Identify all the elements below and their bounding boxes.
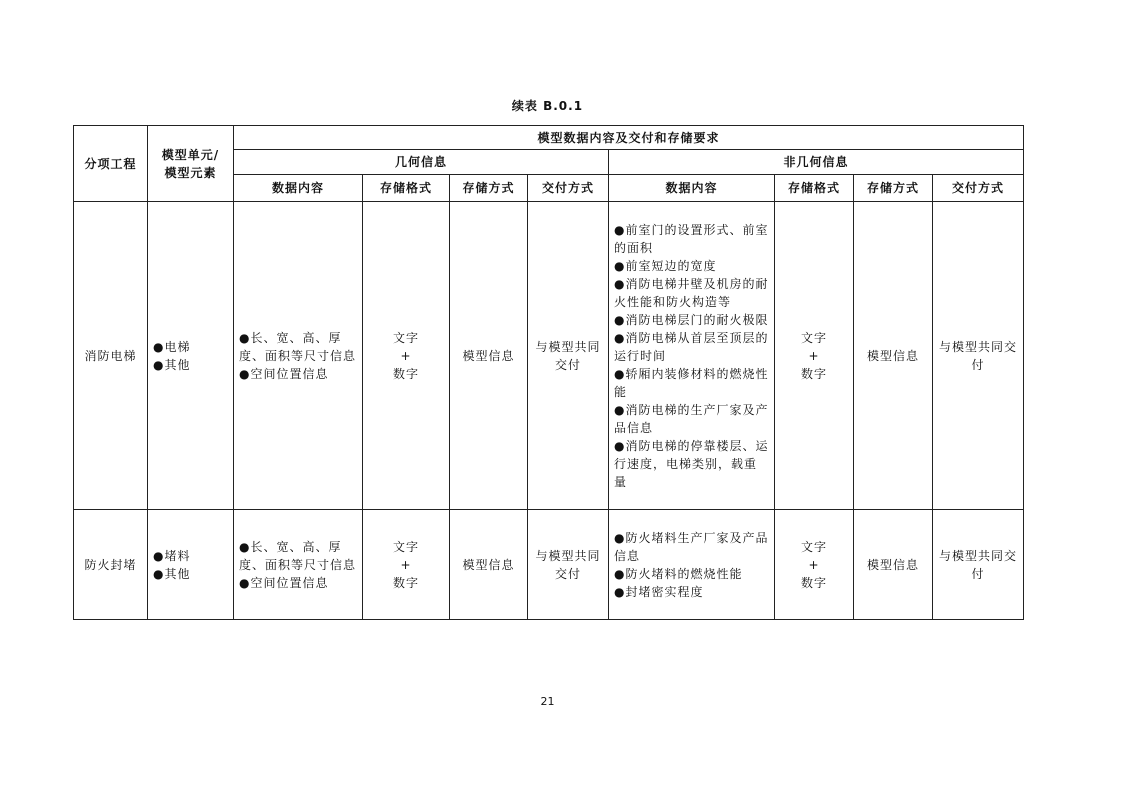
header-geo-data-content: 数据内容 xyxy=(234,175,363,202)
cell-subproject: 消防电梯 xyxy=(74,202,148,510)
cell-geo-delivery: 与模型共同交付 xyxy=(528,510,609,620)
header-non-geometric: 非几何信息 xyxy=(609,150,1024,175)
list-item: ● 消防电梯层门的耐火极限 xyxy=(614,311,769,329)
format-line: 数字 xyxy=(392,575,419,590)
cell-geo-content xyxy=(234,202,363,510)
format-line: + xyxy=(400,557,412,572)
cell-elements xyxy=(148,510,234,620)
format-line: 文字 xyxy=(392,330,419,345)
list-item: ● 消防电梯井壁及机房的耐火性能和防火构造等 xyxy=(614,275,769,311)
cell-geo-format xyxy=(363,202,450,510)
header-geo-delivery-method: 交付方式 xyxy=(528,175,609,202)
format-line: 文字 xyxy=(392,539,419,554)
format-line: 文字 xyxy=(800,330,827,345)
cell-geo-storage: 模型信息 xyxy=(450,202,528,510)
header-model-unit-line1: 模型单元/ xyxy=(161,147,220,162)
list-item: ● 长、宽、高、厚度、面积等尺寸信息 xyxy=(239,538,357,574)
table-row xyxy=(74,202,1024,510)
cell-geo-storage: 模型信息 xyxy=(450,510,528,620)
cell-nongeo-storage: 模型信息 xyxy=(854,202,933,510)
list-item: ● 电梯 xyxy=(153,338,228,356)
list-item: ● 消防电梯从首层至顶层的运行时间 xyxy=(614,329,769,365)
list-item: ● 前室短边的宽度 xyxy=(614,257,769,275)
list-item: ● 封堵密实程度 xyxy=(614,583,769,601)
format-line: + xyxy=(400,348,412,363)
header-nongeo-storage-method: 存储方式 xyxy=(854,175,933,202)
header-nongeo-storage-format: 存储格式 xyxy=(775,175,854,202)
format-line: 文字 xyxy=(800,539,827,554)
list-item: ● 长、宽、高、厚度、面积等尺寸信息 xyxy=(239,329,357,365)
cell-nongeo-delivery: 与模型共同交付 xyxy=(933,510,1024,620)
header-model-unit-line2: 模型元素 xyxy=(164,165,217,180)
cell-elements xyxy=(148,202,234,510)
table-caption: 续表 B.0.1 xyxy=(511,99,584,113)
list-item: ● 空间位置信息 xyxy=(239,365,357,383)
cell-geo-format xyxy=(363,510,450,620)
header-nongeo-delivery-method: 交付方式 xyxy=(933,175,1024,202)
cell-geo-delivery: 与模型共同交付 xyxy=(528,202,609,510)
header-geometric: 几何信息 xyxy=(234,150,609,175)
cell-nongeo-content xyxy=(609,202,775,510)
list-item: ● 轿厢内装修材料的燃烧性能 xyxy=(614,365,769,401)
cell-nongeo-content xyxy=(609,510,775,620)
cell-subproject: 防火封堵 xyxy=(74,510,148,620)
page-number: 21 xyxy=(540,695,555,708)
list-item: ● 防火堵料生产厂家及产品信息 xyxy=(614,529,769,565)
format-line: + xyxy=(808,348,820,363)
header-model-unit xyxy=(148,126,234,202)
header-requirements: 模型数据内容及交付和存储要求 xyxy=(234,126,1024,150)
header-geo-storage-method: 存储方式 xyxy=(450,175,528,202)
list-item: ● 堵料 xyxy=(153,547,228,565)
model-data-table xyxy=(73,125,1024,620)
table-row xyxy=(74,510,1024,620)
list-item: ● 其他 xyxy=(153,565,228,583)
list-item: ● 防火堵料的燃烧性能 xyxy=(614,565,769,583)
header-subproject: 分项工程 xyxy=(74,126,148,202)
format-line: + xyxy=(808,557,820,572)
list-item: ● 消防电梯的停靠楼层、运行速度，电梯类别，载重量 xyxy=(614,437,769,491)
header-nongeo-data-content: 数据内容 xyxy=(609,175,775,202)
cell-nongeo-format xyxy=(775,510,854,620)
format-line: 数字 xyxy=(800,366,827,381)
cell-nongeo-format xyxy=(775,202,854,510)
format-line: 数字 xyxy=(392,366,419,381)
list-item: ● 消防电梯的生产厂家及产品信息 xyxy=(614,401,769,437)
header-geo-storage-format: 存储格式 xyxy=(363,175,450,202)
cell-nongeo-delivery: 与模型共同交付 xyxy=(933,202,1024,510)
cell-geo-content xyxy=(234,510,363,620)
list-item: ● 其他 xyxy=(153,356,228,374)
list-item: ● 前室门的设置形式、前室的面积 xyxy=(614,221,769,257)
cell-nongeo-storage: 模型信息 xyxy=(854,510,933,620)
list-item: ● 空间位置信息 xyxy=(239,574,357,592)
format-line: 数字 xyxy=(800,575,827,590)
